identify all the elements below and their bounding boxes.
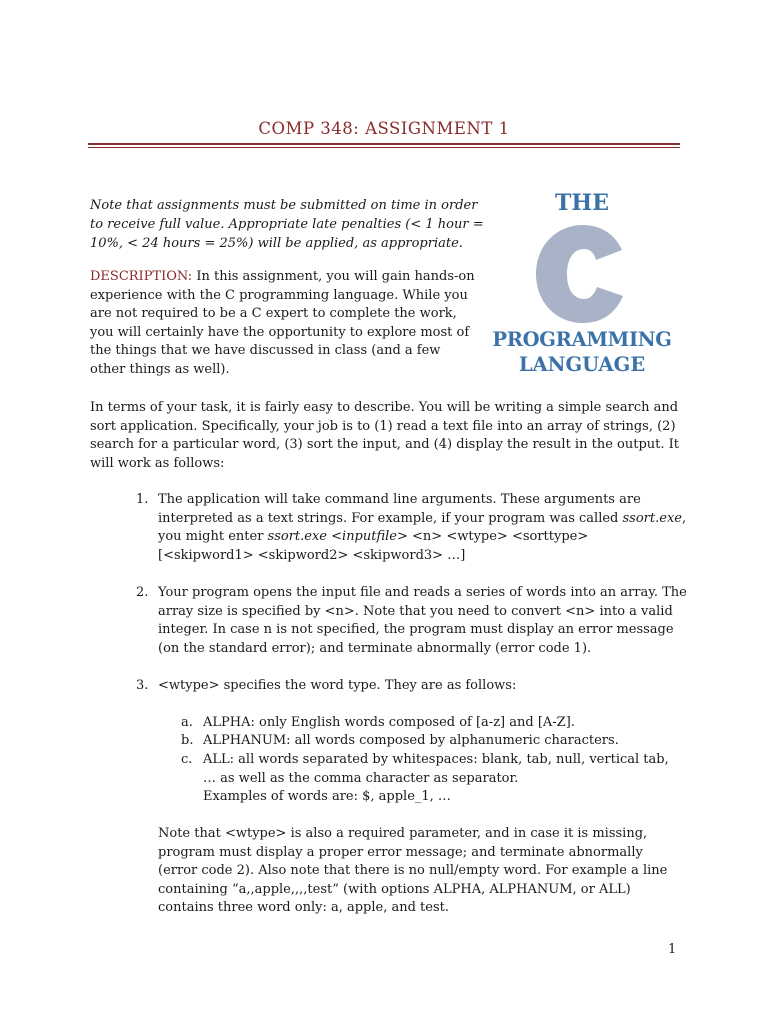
list-number-1: 1.	[136, 492, 149, 507]
logo-c-letter	[534, 224, 630, 324]
item1-exe-usage: ssort.exe <inputfile>	[267, 529, 408, 545]
late-penalty-note: Note that assignments must be submitted on time in order to receive full value. Appropriate late penalties (< 1 hour = 10%, < 24 hours = 25%) will be applied, as appropriate.	[90, 198, 484, 251]
list-item-3: <wtype> specifies the word type. They are as follows:	[158, 678, 517, 693]
item1-text-b: , you might enter	[158, 510, 687, 545]
c-language-logo	[482, 188, 682, 380]
description-label: DESCRIPTION:	[90, 269, 193, 284]
sub-letter-a: a.	[181, 715, 193, 730]
list-item-1	[158, 491, 688, 565]
sub-item-all	[203, 751, 683, 807]
logo-language: LANGUAGE	[518, 353, 646, 376]
sub-letter-b: b.	[181, 733, 194, 748]
sub-letter-c: c.	[181, 752, 193, 767]
list-number-2: 2.	[136, 585, 149, 600]
wtype-note-paragraph: Note that <wtype> is also a required parameter, and in case it is missing, program must display a proper error message; and terminate abnormally (error code 2). Also note that there is no null/empty word. For example a line containing “a,,apple,,,,test” (with options ALPHA, ALPHANUM, or ALL) contains three word only: a, apple, and test.	[158, 826, 668, 916]
description-paragraph	[90, 268, 475, 380]
description-text: In this assignment, you will gain hands-on experience with the C programming language. While you are not required to be a C expert to complete the work, you will certainly have the opportunity to explore most of the things that we have discussed in class (and a few other things as well).	[90, 269, 475, 377]
title-rule-thin	[88, 147, 680, 148]
page-number: 1	[668, 942, 677, 957]
list-number-3: 3.	[136, 678, 149, 693]
page-title: COMP 348: ASSIGNMENT 1	[258, 119, 510, 138]
logo-the: THE	[555, 190, 609, 216]
intro-paragraph: In terms of your task, it is fairly easy to describe. You will be writing a simple search and sort application. Specifically, your job is to (1) read a text file into an array of strings, (2) search for a particular word, (3) sort the input, and (4) display the result in the output. It will work as follows:	[90, 400, 679, 471]
sub-item-alpha: ALPHA: only English words composed of [a-z] and [A-Z].	[203, 715, 575, 730]
list-item-2: Your program opens the input file and reads a series of words into an array. The array size is specified by <n>. Note that you need to convert <n> into a valid integer. In case n is not specified, the program must display an error message (on the standard error); and terminate abnormally (error code 1).	[158, 585, 687, 656]
item1-exe: ssort.exe	[622, 510, 682, 526]
item1-text-c: <n> <wtype> <sorttype> [<skipword1> <skipword2> <skipword3> …]	[158, 529, 589, 563]
title-rule	[88, 143, 680, 145]
item1-text-a: The application will take command line arguments. These arguments are interpreted as a text strings. For example, if your program was called	[158, 492, 641, 526]
sub-item-all-text: ALL: all words separated by whitespaces: blank, tab, null, vertical tab, … as well as the comma character as separator.	[203, 752, 669, 786]
logo-programming: PROGRAMMING	[492, 328, 672, 351]
sub-item-alphanum: ALPHANUM: all words composed by alphanumeric characters.	[203, 733, 619, 748]
sub-item-all-examples: Examples of words are: $, apple_1, …	[203, 789, 451, 805]
logo-c-shape	[536, 225, 623, 323]
